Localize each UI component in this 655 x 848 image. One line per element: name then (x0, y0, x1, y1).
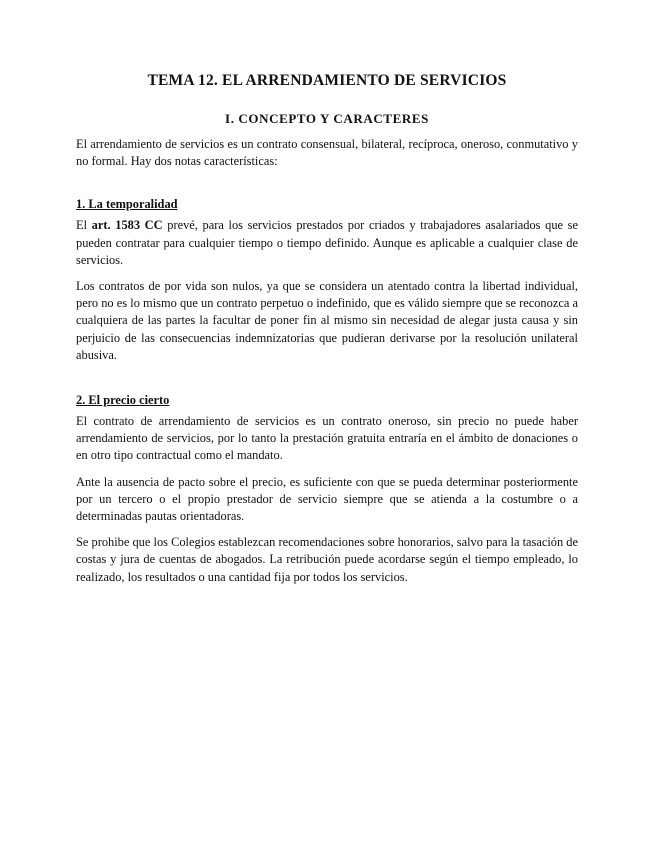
temporalidad-paragraph-2: Los contratos de por vida son nulos, ya que se considera un atentado contra la libertad individual, pero no es lo mismo que un contrato perpetuo o indefinido, que es válido siempre que se reconozca a cualquiera de las partes la facultar de poner fin al mismo sin necesidad de alegar justa causa y sin perjuicio de las consecuencias indemnizatorias que pudieran derivarse por la resolución unilateral abusiva. (76, 279, 578, 362)
paragraph-text: prevé, para los servicios prestados por criados y trabajadores asalariados que se pueden contratar para cualquier tiempo o tiempo definido. Aunque es aplicable a cualquier clase de servicios. (76, 218, 579, 267)
paragraph-text: El (76, 218, 92, 233)
document-title: TEMA 12. EL ARRENDAMIENTO DE SERVICIOS (147, 72, 507, 89)
section-heading: I. CONCEPTO Y CARACTERES (225, 111, 429, 126)
precio-paragraph-2: Ante la ausencia de pacto sobre el precio, es suficiente con que se pueda determinar posteriormente por un tercero o el propio prestador de servicio siempre que se atienda a la costumbre o a determinadas pautas orientadoras. (76, 474, 578, 524)
precio-paragraph-1: El contrato de arrendamiento de servicios es un contrato oneroso, sin precio no puede haber arrendamiento de servicios, por lo tanto la prestación gratuita entraría en el ámbito de donaciones o en otro tipo contractual como el mandato. (76, 414, 578, 463)
article-reference: art. 1583 CC (91, 218, 163, 233)
subsection-heading-precio: 2. El precio cierto (76, 393, 170, 408)
document-page (76, 72, 578, 586)
subsection-heading-temporalidad: 1. La temporalidad (76, 197, 178, 212)
temporalidad-paragraph-1 (76, 217, 578, 269)
precio-paragraph-3: Se prohibe que los Colegios establezcan recomendaciones sobre honorarios, salvo para la tasación de costas y jura de cuentas de abogados. La retribución puede acordarse según el tiempo empleado, lo realizado, los resultados o una cantidad fija por todos los servicios. (76, 535, 578, 584)
intro-paragraph: El arrendamiento de servicios es un contrato consensual, bilateral, recíproca, oneroso, conmutativo y no formal. Hay dos notas características: (76, 137, 578, 169)
